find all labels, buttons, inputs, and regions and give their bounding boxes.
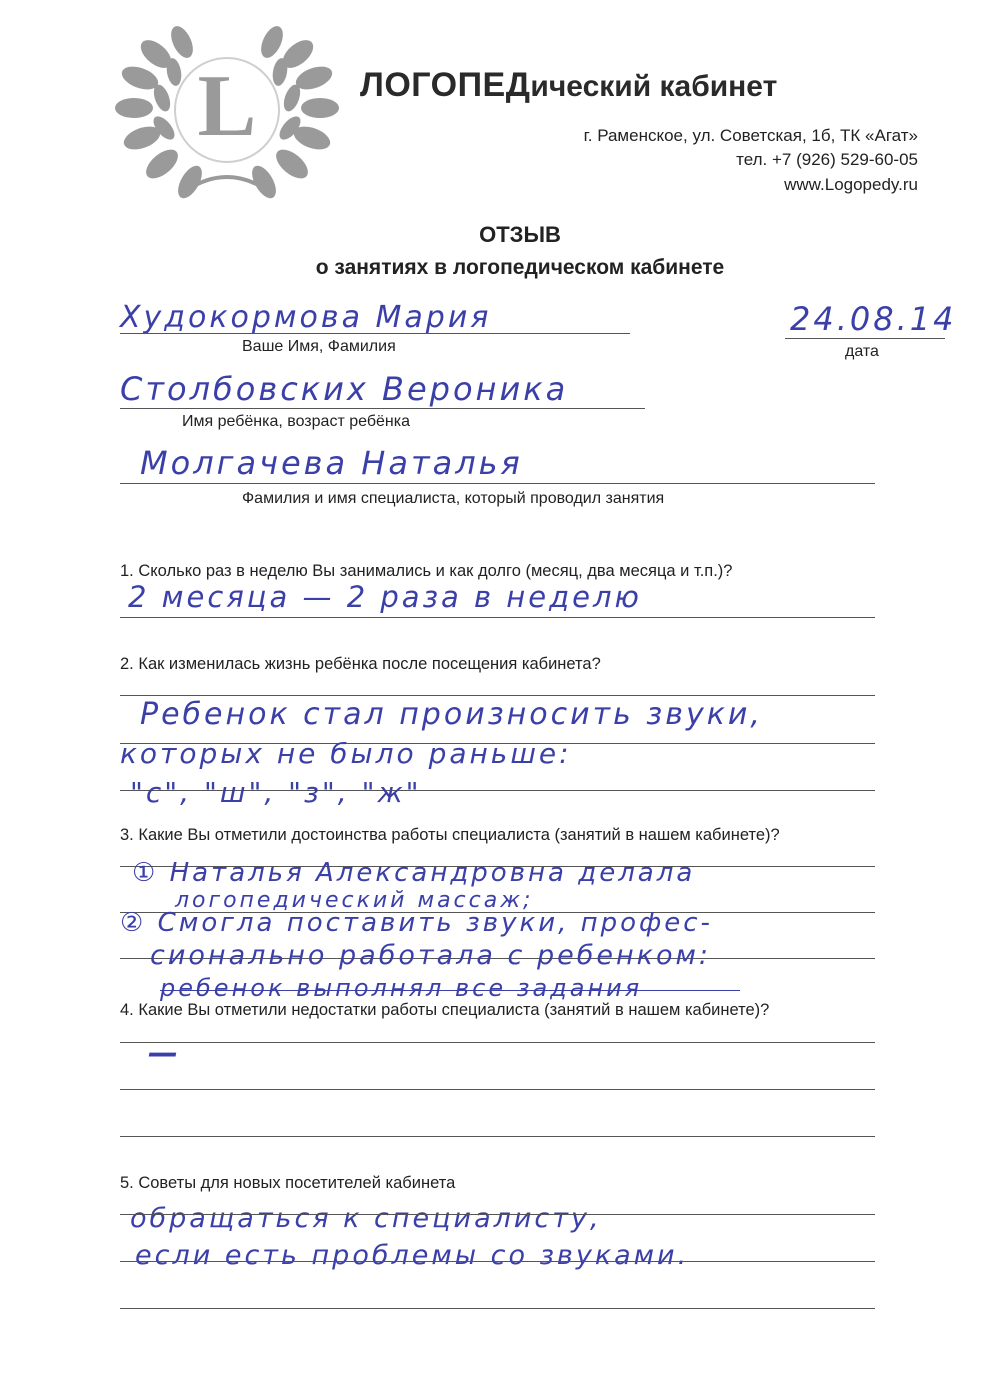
hw-name: Худокормова Мария: [120, 300, 492, 335]
hw-answer-5-line-2: если есть проблемы со звуками.: [135, 1240, 690, 1271]
hw-answer-3-line-5: ребенок выполнял все задания: [160, 974, 643, 1002]
website: www.Logopedy.ru: [784, 175, 918, 194]
question-5: 5. Советы для новых посетителей кабинета: [120, 1174, 456, 1192]
question-2: 2. Как изменилась жизнь ребёнка после посещения кабинета?: [120, 655, 601, 673]
name-label: Ваше Имя, Фамилия: [242, 338, 396, 355]
ink-strikethrough: [160, 990, 740, 991]
brand-name: [360, 66, 777, 105]
hw-answer-2-line-2: которых не было раньше:: [120, 737, 572, 770]
hw-answer-3-line-4: сионально работала с ребенком:: [150, 940, 711, 971]
answer-4-line-1: [120, 1042, 875, 1043]
hw-answer-1: 2 месяца — 2 раза в неделю: [128, 580, 642, 614]
answer-5-line-2: [120, 1261, 875, 1262]
brand-bold: ЛОГОПЕД: [360, 66, 531, 104]
form-title: ОТЗЫВ: [479, 222, 561, 247]
answer-4-line-2: [120, 1089, 875, 1090]
address: г. Раменское, ул. Советская, 1б, ТК «Агат»: [583, 126, 918, 145]
date-line: [785, 338, 945, 339]
hw-answer-2-line-3: "с", "ш", "з", "ж": [130, 776, 422, 809]
specialist-line: [120, 483, 875, 484]
specialist-label: Фамилия и имя специалиста, который проводил занятия: [242, 490, 665, 507]
question-4: 4. Какие Вы отметили недостатки работы специалиста (занятий в нашем кабинете)?: [120, 1001, 770, 1019]
hw-answer-2-line-1: Ребенок стал произносить звуки,: [140, 697, 763, 732]
child-label: Имя ребёнка, возраст ребёнка: [182, 413, 410, 430]
name-line: [120, 333, 630, 334]
logo-letter: L: [197, 58, 257, 155]
answer-4-line-3: [120, 1136, 875, 1137]
brand-rest: ический кабинет: [530, 70, 778, 103]
hw-answer-5-line-1: обращаться к специалисту,: [130, 1203, 602, 1234]
answer-5-line-3: [120, 1308, 875, 1309]
child-line: [120, 408, 645, 409]
logo-emblem: [112, 14, 342, 204]
hw-answer-3-line-2: логопедический массаж;: [175, 888, 534, 913]
hw-child: Столбовских Вероника: [120, 370, 569, 408]
form-subtitle: о занятиях в логопедическом кабинете: [315, 256, 725, 279]
hw-answer-3-line-3: ② Смогла поставить звуки, профес-: [120, 908, 713, 938]
question-1: 1. Сколько раз в неделю Вы занимались и как долго (месяц, два месяца и т.п.)?: [120, 562, 733, 580]
answer-1-line: [120, 617, 875, 618]
hw-specialist: Молгачева Наталья: [140, 444, 523, 482]
question-3: 3. Какие Вы отметили достоинства работы специалиста (занятий в нашем кабинете)?: [120, 826, 780, 844]
hw-answer-3-line-1: ① Наталья Александровна делала: [132, 858, 696, 888]
hw-date: 24.08.14: [790, 300, 957, 338]
phone: тел. +7 (926) 529-60-05: [736, 150, 918, 169]
date-label: дата: [845, 343, 879, 360]
hw-answer-4: —: [148, 1036, 181, 1071]
answer-5-line-1: [120, 1214, 875, 1215]
answer-2-line-1: [120, 695, 875, 696]
